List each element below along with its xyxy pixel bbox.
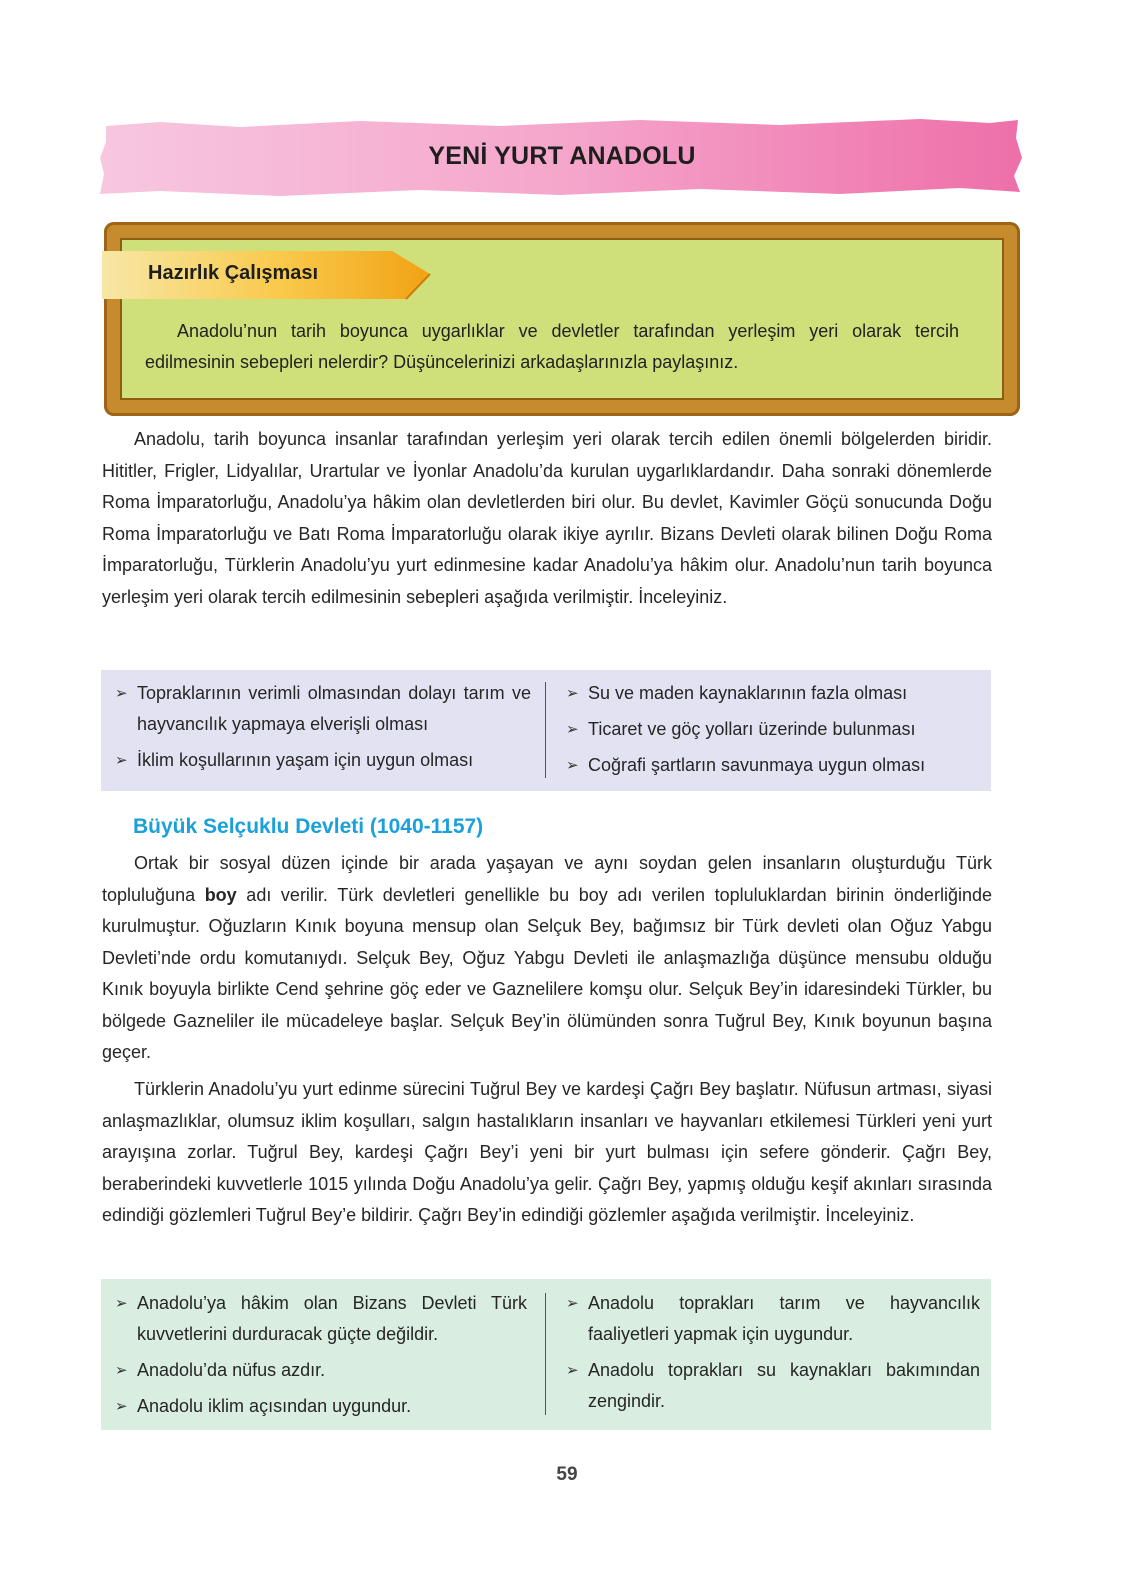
arrowhead-bullet-icon: ➢ (566, 757, 579, 774)
page-title: YENİ YURT ANADOLU (428, 142, 696, 170)
section-paragraph-1 (102, 848, 992, 1069)
list-item: ➢ Anadolu iklim açısından uygundur. (115, 1391, 527, 1422)
section-heading: Büyük Selçuklu Devleti (1040-1157) (133, 815, 484, 838)
reasons-right-column (566, 678, 976, 786)
intro-text: Anadolu, tarih boyunca insanlar tarafından yerleşim yeri olarak tercih edilen önemli bölgelerden biridir. Hititler, Frigler, Lidyalılar, Urartular ve İyonlar Anadolu’da kurulan uygarlıklardandır. Daha sonraki dönemlerde Roma İmparatorluğu, Anadolu’ya hâkim olan devletlerden biri olur. Bu devlet, Kavimler Göçü sonucunda Doğu Roma İmparatorluğu ve Batı Roma İmparatorluğu olarak ikiye ayrılır. Bizans Devleti olarak bilinen Doğu Roma İmparatorluğu, Türklerin Anadolu’yu yurt edinmesine kadar Anadolu’ya hâkim olur. Anadolu’nun tarih boyunca yerleşim yeri olarak tercih edilmesinin sebepleri aşağıda verilmiştir. İnceleyiniz. (102, 429, 992, 607)
section-paragraph-2 (102, 1074, 992, 1232)
prep-question (145, 316, 959, 378)
prep-question-text: Anadolu’nun tarih boyunca uygarlıklar ve devletler tarafından yerleşim yeri olarak tercih edilmesinin sebepleri nelerdir? Düşüncelerinizi arkadaşlarınızla paylaşınız. (145, 321, 959, 372)
list-item: ➢ Anadolu toprakları tarım ve hayvancılık faaliyetleri yapmak için uygundur. (566, 1288, 980, 1350)
arrowhead-bullet-icon: ➢ (115, 1362, 128, 1379)
list-item: ➢ Topraklarının verimli olmasından dolayı tarım ve hayvancılık yapmaya elverişli olması (115, 678, 531, 740)
arrowhead-bullet-icon: ➢ (566, 1295, 579, 1312)
list-item: ➢ Coğrafi şartların savunmaya uygun olması (566, 750, 976, 781)
arrowhead-bullet-icon: ➢ (566, 685, 579, 702)
list-item: ➢ Anadolu’da nüfus azdır. (115, 1355, 527, 1386)
observations-right-column (566, 1288, 980, 1422)
title-banner (100, 118, 1024, 198)
bold-term: boy (204, 884, 237, 905)
observations-box (101, 1279, 991, 1430)
reasons-left-column (115, 678, 531, 781)
column-divider (545, 682, 546, 778)
list-item: ➢ İklim koşullarının yaşam için uygun olması (115, 745, 531, 776)
observations-left-column (115, 1288, 527, 1427)
list-item: ➢ Anadolu toprakları su kaynakları bakımından zengindir. (566, 1355, 980, 1417)
arrowhead-bullet-icon: ➢ (115, 1295, 128, 1312)
list-item: ➢ Anadolu’ya hâkim olan Bizans Devleti Türk kuvvetlerini durduracak güçte değildir. (115, 1288, 527, 1350)
page-number: 59 (556, 1464, 578, 1485)
reasons-box (101, 670, 991, 791)
prep-tab (102, 247, 440, 302)
list-item: ➢ Su ve maden kaynaklarının fazla olması (566, 678, 976, 709)
prep-tab-label: Hazırlık Çalışması (148, 262, 319, 284)
section-text-2: Türklerin Anadolu’yu yurt edinme sürecini Tuğrul Bey ve kardeşi Çağrı Bey başlatır. Nüfusun artması, siyasi anlaşmazlıklar, olumsuz iklim koşulları, salgın hastalıkların insanları ve hayvanları etkilemesi Türkleri yeni yurt arayışına zorlar. Tuğrul Bey, kardeşi Çağrı Bey’i yeni bir yurt bulması için sefere gönderir. Çağrı Bey, beraberindeki kuvvetlerle 1015 yılında Doğu Anadolu’ya gelir. Çağrı Bey, yapmış olduğu keşif akınları sırasında edindiği gözlemleri Tuğrul Bey’e bildirir. Çağrı Bey’in edindiği gözlemler aşağıda verilmiştir. İnceleyiniz. (102, 1079, 992, 1225)
arrowhead-bullet-icon: ➢ (115, 752, 128, 769)
arrowhead-bullet-icon: ➢ (115, 685, 128, 702)
intro-paragraph (102, 424, 992, 613)
section-text-1: Ortak bir sosyal düzen içinde bir arada yaşayan ve aynı soydan gelen insanların oluşturduğu Türk topluluğuna boy adı verilir. Türk devletleri genellikle bu boy adı verilen topluluklardan birinin önderliğinde kurulmuştur. Oğuzların Kınık boyuna mensup olan Selçuk Bey, bağımsız bir Türk devleti olan Oğuz Yabgu Devleti’nde ordu komutanıydı. Selçuk Bey, Oğuz Yabgu Devleti ile anlaşmazlığa düşünce mensubu olduğu Kınık boyuyla birlikte Cend şehrine göç eder ve Gaznelilere komşu olur. Selçuk Bey’in idaresindeki Türkler, bu bölgede Gazneliler ile mücadeleye başlar. Selçuk Bey’in ölümünden sonra Tuğrul Bey, Kınık boyunun başına geçer. (102, 853, 992, 1062)
column-divider (545, 1293, 546, 1415)
arrowhead-bullet-icon: ➢ (566, 721, 579, 738)
arrowhead-bullet-icon: ➢ (566, 1362, 579, 1379)
arrowhead-bullet-icon: ➢ (115, 1398, 128, 1415)
list-item: ➢ Ticaret ve göç yolları üzerinde bulunması (566, 714, 976, 745)
